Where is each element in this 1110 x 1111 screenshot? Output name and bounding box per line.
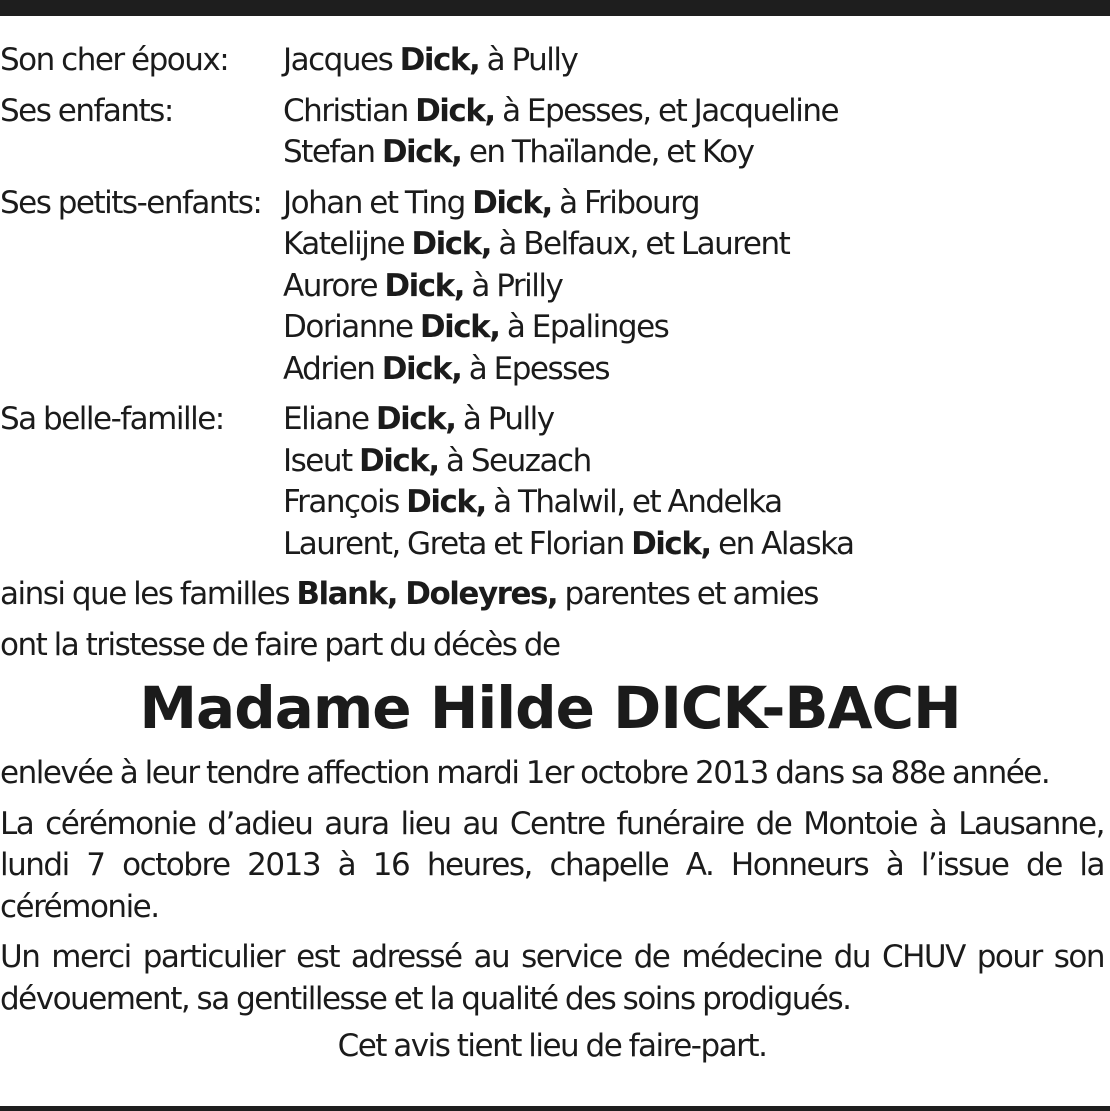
family-member-line — [283, 40, 1104, 82]
relation-names — [283, 40, 1104, 82]
member-surname: Dick, — [384, 267, 465, 304]
relation-label: Sa belle-famille: — [0, 401, 224, 437]
member-location: à Pully — [479, 42, 578, 78]
family-surnames: Blank, Doleyres, — [296, 576, 558, 612]
relation-names — [283, 91, 1104, 174]
member-first-name: Iseut — [283, 442, 360, 479]
family-member-line — [283, 132, 1104, 174]
member-surname: Dick, — [419, 309, 500, 345]
family-member-line — [283, 482, 1104, 524]
relation-label: Son cher époux: — [0, 42, 229, 78]
member-surname: Dick, — [381, 134, 462, 170]
family-member-line — [283, 307, 1104, 349]
death-info: enlevée à leur tendre affection mardi 1er octobre 2013 dans sa 88e année. — [0, 755, 1050, 791]
member-location: à Pully — [455, 401, 554, 437]
family-member-line — [283, 441, 1104, 483]
member-location: à Epesses, et Jacqueline — [494, 92, 839, 129]
member-surname: Dick, — [406, 484, 486, 520]
family-member-line — [283, 224, 1104, 266]
member-surname: Dick, — [411, 226, 492, 262]
relation-names — [283, 399, 1104, 565]
family-list — [0, 40, 1104, 565]
member-surname: Dick, — [359, 442, 439, 479]
member-first-name: Christian — [283, 92, 416, 129]
member-surname: Dick, — [631, 525, 711, 562]
member-surname: Dick, — [472, 184, 552, 221]
relation-group-children — [0, 91, 1104, 174]
member-surname: Dick, — [415, 92, 495, 129]
announcement-line: ont la tristesse de faire part du décès de — [0, 626, 560, 663]
closing-line: Cet avis tient lieu de faire-part. — [337, 1028, 767, 1064]
member-location: à Belfaux, et Laurent — [491, 226, 790, 262]
family-member-line — [283, 524, 1104, 566]
family-member-line — [283, 349, 1104, 391]
member-location: à Seuzach — [438, 442, 591, 479]
top-rule — [0, 0, 1110, 16]
relation-names — [283, 183, 1104, 391]
families-intro: ainsi que les familles — [0, 576, 297, 612]
member-first-name: Katelijne — [283, 226, 412, 262]
member-first-name: Eliane — [283, 401, 376, 437]
thanks-note: Un merci particulier est adressé au service de médecine du CHUV pour son dévouement, sa gentillesse et la qualité des soins prodigués. — [0, 939, 1104, 1017]
member-first-name: Dorianne — [283, 309, 420, 345]
member-location: à Fribourg — [551, 184, 700, 221]
relation-label: Ses enfants: — [0, 92, 173, 129]
relation-group-spouse — [0, 40, 1104, 82]
family-member-line — [283, 183, 1104, 225]
member-surname: Dick, — [399, 42, 480, 78]
member-location: en Thaïlande, et Koy — [461, 134, 754, 170]
member-location: à Prilly — [464, 267, 563, 304]
member-surname: Dick, — [375, 401, 456, 437]
family-member-line — [283, 266, 1104, 308]
member-first-name: Stefan — [283, 134, 382, 170]
other-families-line — [0, 574, 1104, 616]
member-first-name: Jacques — [283, 42, 400, 78]
member-first-name: François — [283, 484, 407, 520]
member-first-name: Adrien — [283, 350, 382, 387]
family-member-line — [283, 91, 1104, 133]
member-location: à Epalinges — [499, 309, 669, 345]
relation-group-in-laws — [0, 399, 1104, 565]
deceased-name: Madame Hilde DICK-BACH — [139, 674, 961, 742]
family-member-line — [283, 399, 1104, 441]
member-first-name: Aurore — [283, 267, 385, 304]
member-location: à Epesses — [461, 350, 609, 387]
member-location: à Thalwil, et Andelka — [485, 484, 782, 520]
member-location: en Alaska — [710, 525, 854, 562]
bottom-rule — [0, 1106, 1110, 1111]
member-first-name: Laurent, Greta et Florian — [283, 525, 632, 562]
ceremony-info: La cérémonie d’adieu aura lieu au Centre funéraire de Montoie à Lausanne, lundi 7 octobre 2013 à 16 heures, chapelle A. Honneurs à l’issue de la cérémonie. — [0, 805, 1104, 925]
member-first-name: Johan et Ting — [283, 184, 473, 221]
member-surname: Dick, — [381, 350, 462, 387]
relation-group-grandchildren — [0, 183, 1104, 391]
relation-label: Ses petits-enfants: — [0, 184, 262, 221]
families-outro: parentes et amies — [557, 576, 818, 612]
death-notice — [0, 40, 1104, 1068]
